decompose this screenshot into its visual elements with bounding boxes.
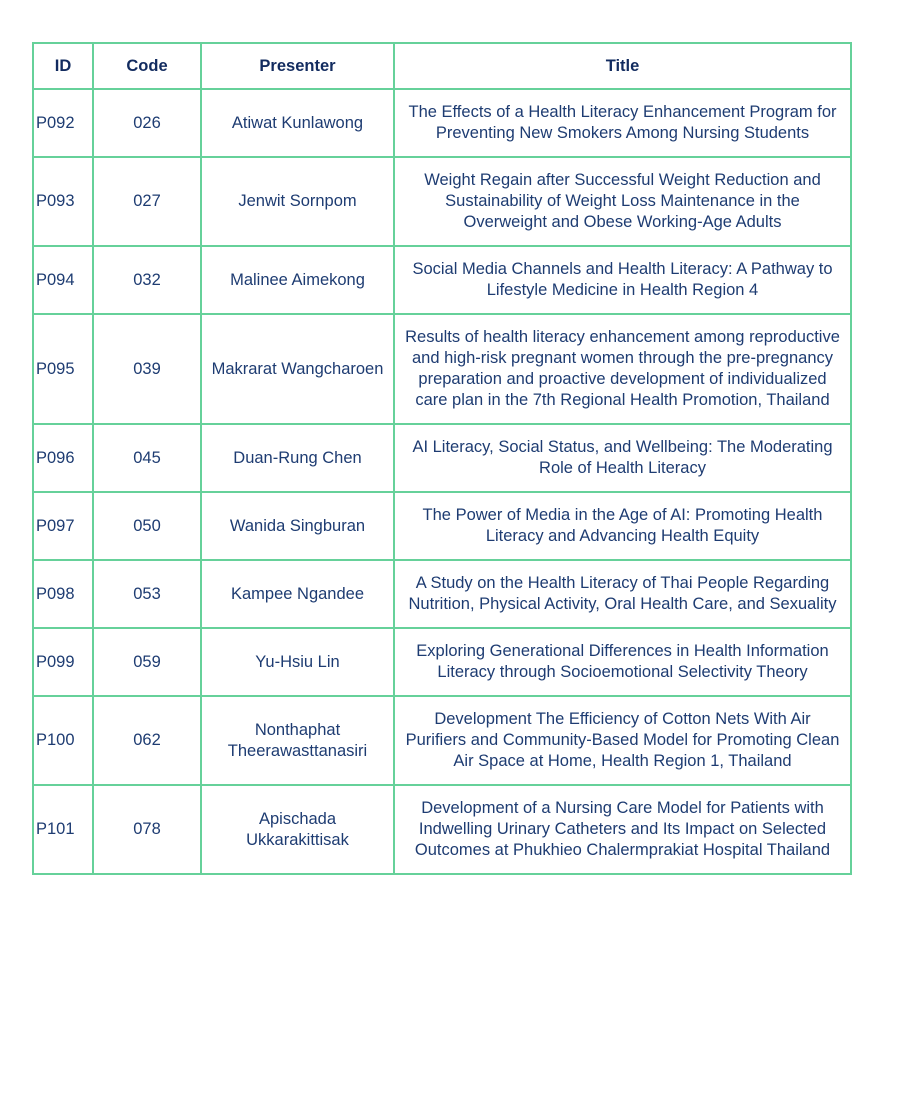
column-header-id: ID (33, 43, 93, 89)
cell-code: 062 (93, 696, 201, 785)
cell-presenter: Yu-Hsiu Lin (201, 628, 394, 696)
cell-title: Development of a Nursing Care Model for Patients with Indwelling Urinary Catheters and Its Impact on Selected Outcomes at Phukhieo Chalermprakiat Hospital Thailand (394, 785, 851, 874)
cell-id: P095 (33, 314, 93, 424)
cell-presenter: Apischada Ukkarakittisak (201, 785, 394, 874)
cell-presenter: Atiwat Kunlawong (201, 89, 394, 157)
table-row (33, 157, 851, 246)
cell-presenter: Kampee Ngandee (201, 560, 394, 628)
column-header-title: Title (394, 43, 851, 89)
cell-title: A Study on the Health Literacy of Thai People Regarding Nutrition, Physical Activity, Oral Health Care, and Sexuality (394, 560, 851, 628)
cell-code: 026 (93, 89, 201, 157)
table-row (33, 89, 851, 157)
cell-title: Results of health literacy enhancement among reproductive and high-risk pregnant women through the pre-pregnancy preparation and proactive development of individualized care plan in the 7th Regional Health Promotion, Thailand (394, 314, 851, 424)
cell-id: P100 (33, 696, 93, 785)
cell-title: The Power of Media in the Age of AI: Promoting Health Literacy and Advancing Health Equity (394, 492, 851, 560)
cell-code: 032 (93, 246, 201, 314)
presentations-table (32, 42, 852, 875)
cell-id: P094 (33, 246, 93, 314)
cell-title: Exploring Generational Differences in Health Information Literacy through Socioemotional Selectivity Theory (394, 628, 851, 696)
cell-presenter: Malinee Aimekong (201, 246, 394, 314)
column-header-presenter: Presenter (201, 43, 394, 89)
cell-title: The Effects of a Health Literacy Enhancement Program for Preventing New Smokers Among Nursing Students (394, 89, 851, 157)
cell-code: 078 (93, 785, 201, 874)
cell-presenter: Nonthaphat Theerawasttanasiri (201, 696, 394, 785)
cell-id: P093 (33, 157, 93, 246)
table-row (33, 560, 851, 628)
table-row (33, 424, 851, 492)
cell-code: 050 (93, 492, 201, 560)
table-row (33, 628, 851, 696)
table-body (33, 89, 851, 874)
table-row (33, 785, 851, 874)
cell-code: 027 (93, 157, 201, 246)
table-header (33, 43, 851, 89)
cell-presenter: Duan-Rung Chen (201, 424, 394, 492)
cell-title: AI Literacy, Social Status, and Wellbeing: The Moderating Role of Health Literacy (394, 424, 851, 492)
cell-title: Development The Efficiency of Cotton Nets With Air Purifiers and Community-Based Model for Promoting Clean Air Space at Home, Health Region 1, Thailand (394, 696, 851, 785)
table-row (33, 246, 851, 314)
cell-code: 053 (93, 560, 201, 628)
cell-title: Weight Regain after Successful Weight Reduction and Sustainability of Weight Loss Maintenance in the Overweight and Obese Working-Age Adults (394, 157, 851, 246)
table-row (33, 492, 851, 560)
table-row (33, 696, 851, 785)
table-row (33, 314, 851, 424)
cell-title: Social Media Channels and Health Literacy: A Pathway to Lifestyle Medicine in Health Region 4 (394, 246, 851, 314)
column-header-code: Code (93, 43, 201, 89)
cell-id: P092 (33, 89, 93, 157)
cell-presenter: Jenwit Sornpom (201, 157, 394, 246)
cell-code: 039 (93, 314, 201, 424)
header-row (33, 43, 851, 89)
cell-id: P096 (33, 424, 93, 492)
cell-id: P098 (33, 560, 93, 628)
cell-id: P099 (33, 628, 93, 696)
cell-code: 059 (93, 628, 201, 696)
cell-code: 045 (93, 424, 201, 492)
cell-id: P101 (33, 785, 93, 874)
cell-presenter: Wanida Singburan (201, 492, 394, 560)
cell-id: P097 (33, 492, 93, 560)
cell-presenter: Makrarat Wangcharoen (201, 314, 394, 424)
